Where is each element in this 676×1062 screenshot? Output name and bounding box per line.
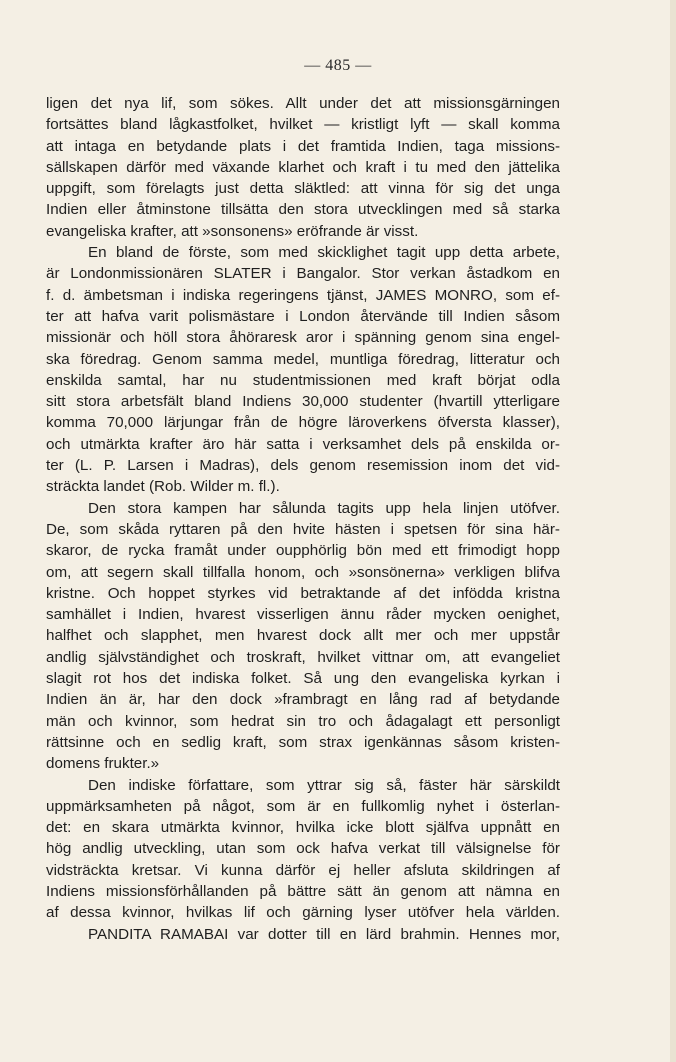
- text-line: och utmärkta krafter äro här satta i verksamhet dels på enskilda or-: [46, 435, 560, 453]
- text-line: män och kvinnor, som hedrat sin tro och ådagalagt ett personligt: [46, 712, 560, 730]
- text-line: ter (L. P. Larsen i Madras), dels genom resemission inom det vid-: [46, 457, 560, 475]
- text-line: att intaga en betydande plats i det framtida Indien, taga missions-: [46, 137, 560, 155]
- text-line: evangeliska krafter, att »sonsonens» eröfrande är visst.: [46, 222, 419, 240]
- text-line: det: en skara utmärkta kvinnor, hvilka icke blott själfva uppnått en: [46, 819, 560, 837]
- text-line: missionär och höll stora åhöraresk aror i spänning genom sina engel-: [46, 329, 560, 347]
- text-line: fortsättes bland lågkastfolket, hvilket — kristligt lyft — skall komma: [46, 116, 560, 134]
- text-line: andlig självständighet och troskraft, hvilket vittnar om, att evangeliet: [46, 648, 560, 666]
- text-line: ligen det nya lif, som sökes. Allt under det att missionsgärningen: [46, 95, 560, 112]
- text-line: f. d. ämbetsman i indiska regeringens tjänst, JAMES MONRO, som ef-: [46, 286, 560, 304]
- text-line: komma 70,000 lärjungar från de högre läroverkens öfversta klasser),: [46, 414, 560, 432]
- page-number: — 485 —: [304, 57, 372, 74]
- text-line: rättsinne och en sedlig kraft, som strax igenkännas såsom kristen-: [46, 733, 560, 751]
- text-line: sitt stora arbetsfält bland Indiens 30,000 studenter (hvartill ytterligare: [46, 393, 560, 411]
- text-line: samhället i Indien, hvarest visserligen ännu råder mycken oenighet,: [46, 606, 560, 624]
- text-line: En bland de förste, som med skicklighet tagit upp detta arbete,: [88, 244, 560, 262]
- text-line: hög andlig utveckling, utan som ock hafva verkat till välsignelse för: [46, 840, 560, 858]
- text-line: Indiens missionsförhållanden på bättre sätt än genom att nämna en: [46, 882, 560, 900]
- text-line: sträckta landet (Rob. Wilder m. fl.).: [46, 478, 280, 496]
- text-line: af dessa kvinnor, hvilkas lif och gärning lyser utöfver hela världen.: [46, 904, 560, 922]
- text-line: om, att segern skall tillfalla honom, och »sonsönerna» verkligen blifva: [46, 563, 560, 581]
- text-line: Indien eller åtminstone tillsätta den stora utvecklingen med så starka: [46, 201, 560, 219]
- text-line: ter att hafva varit polismästare i London återvände till Indien såsom: [46, 307, 560, 325]
- text-line: domens frukter.»: [46, 755, 160, 773]
- text-line: ska föredrag. Genom samma medel, muntliga föredrag, litteratur och: [46, 350, 560, 368]
- text-line: sällskapen därför med växande klarhet och kraft i tu med den jättelika: [46, 158, 560, 176]
- text-line: enskilda samtal, har nu studentmissionen med kraft börjat odla: [46, 371, 560, 389]
- text-line: skaror, de rycka framåt under oupphörlig bön med ett frimodigt hopp: [46, 542, 560, 560]
- text-line: halfhet och slapphet, men hvarest dock allt mer och mer uppstår: [46, 627, 560, 645]
- text-line: vidsträckta kretsar. Vi kunna därför ej heller afsluta skildringen af: [46, 861, 560, 879]
- text-line: slagit rot hos det indiska folket. Så ung den evangeliska kyrkan i: [46, 670, 560, 688]
- text-line: uppgift, som förelagts just detta släktled: att vinna för sig det unga: [46, 180, 560, 198]
- text-line: De, som skåda ryttaren på den hvite hästen i spetsen för sina här-: [46, 520, 560, 538]
- text-line: är Londonmissionären SLATER i Bangalor. Stor verkan åstadkom en: [46, 265, 560, 283]
- body-text: [46, 93, 560, 945]
- text-line: kristne. Och hoppet styrkes vid betraktande af det infödda kristna: [46, 584, 560, 602]
- text-line: Den stora kampen har sålunda tagits upp hela linjen utöfver.: [88, 499, 560, 517]
- text-line: Indien än är, har den dock »frambragt en lång rad af betydande: [46, 691, 560, 709]
- text-line: PANDITA RAMABAI var dotter till en lärd brahmin. Hennes mor,: [88, 925, 560, 943]
- text-line: uppmärksamheten på något, som är en fullkomlig nyhet i österlan-: [46, 797, 560, 815]
- text-line: Den indiske författare, som yttrar sig så, fäster här särskildt: [88, 776, 560, 794]
